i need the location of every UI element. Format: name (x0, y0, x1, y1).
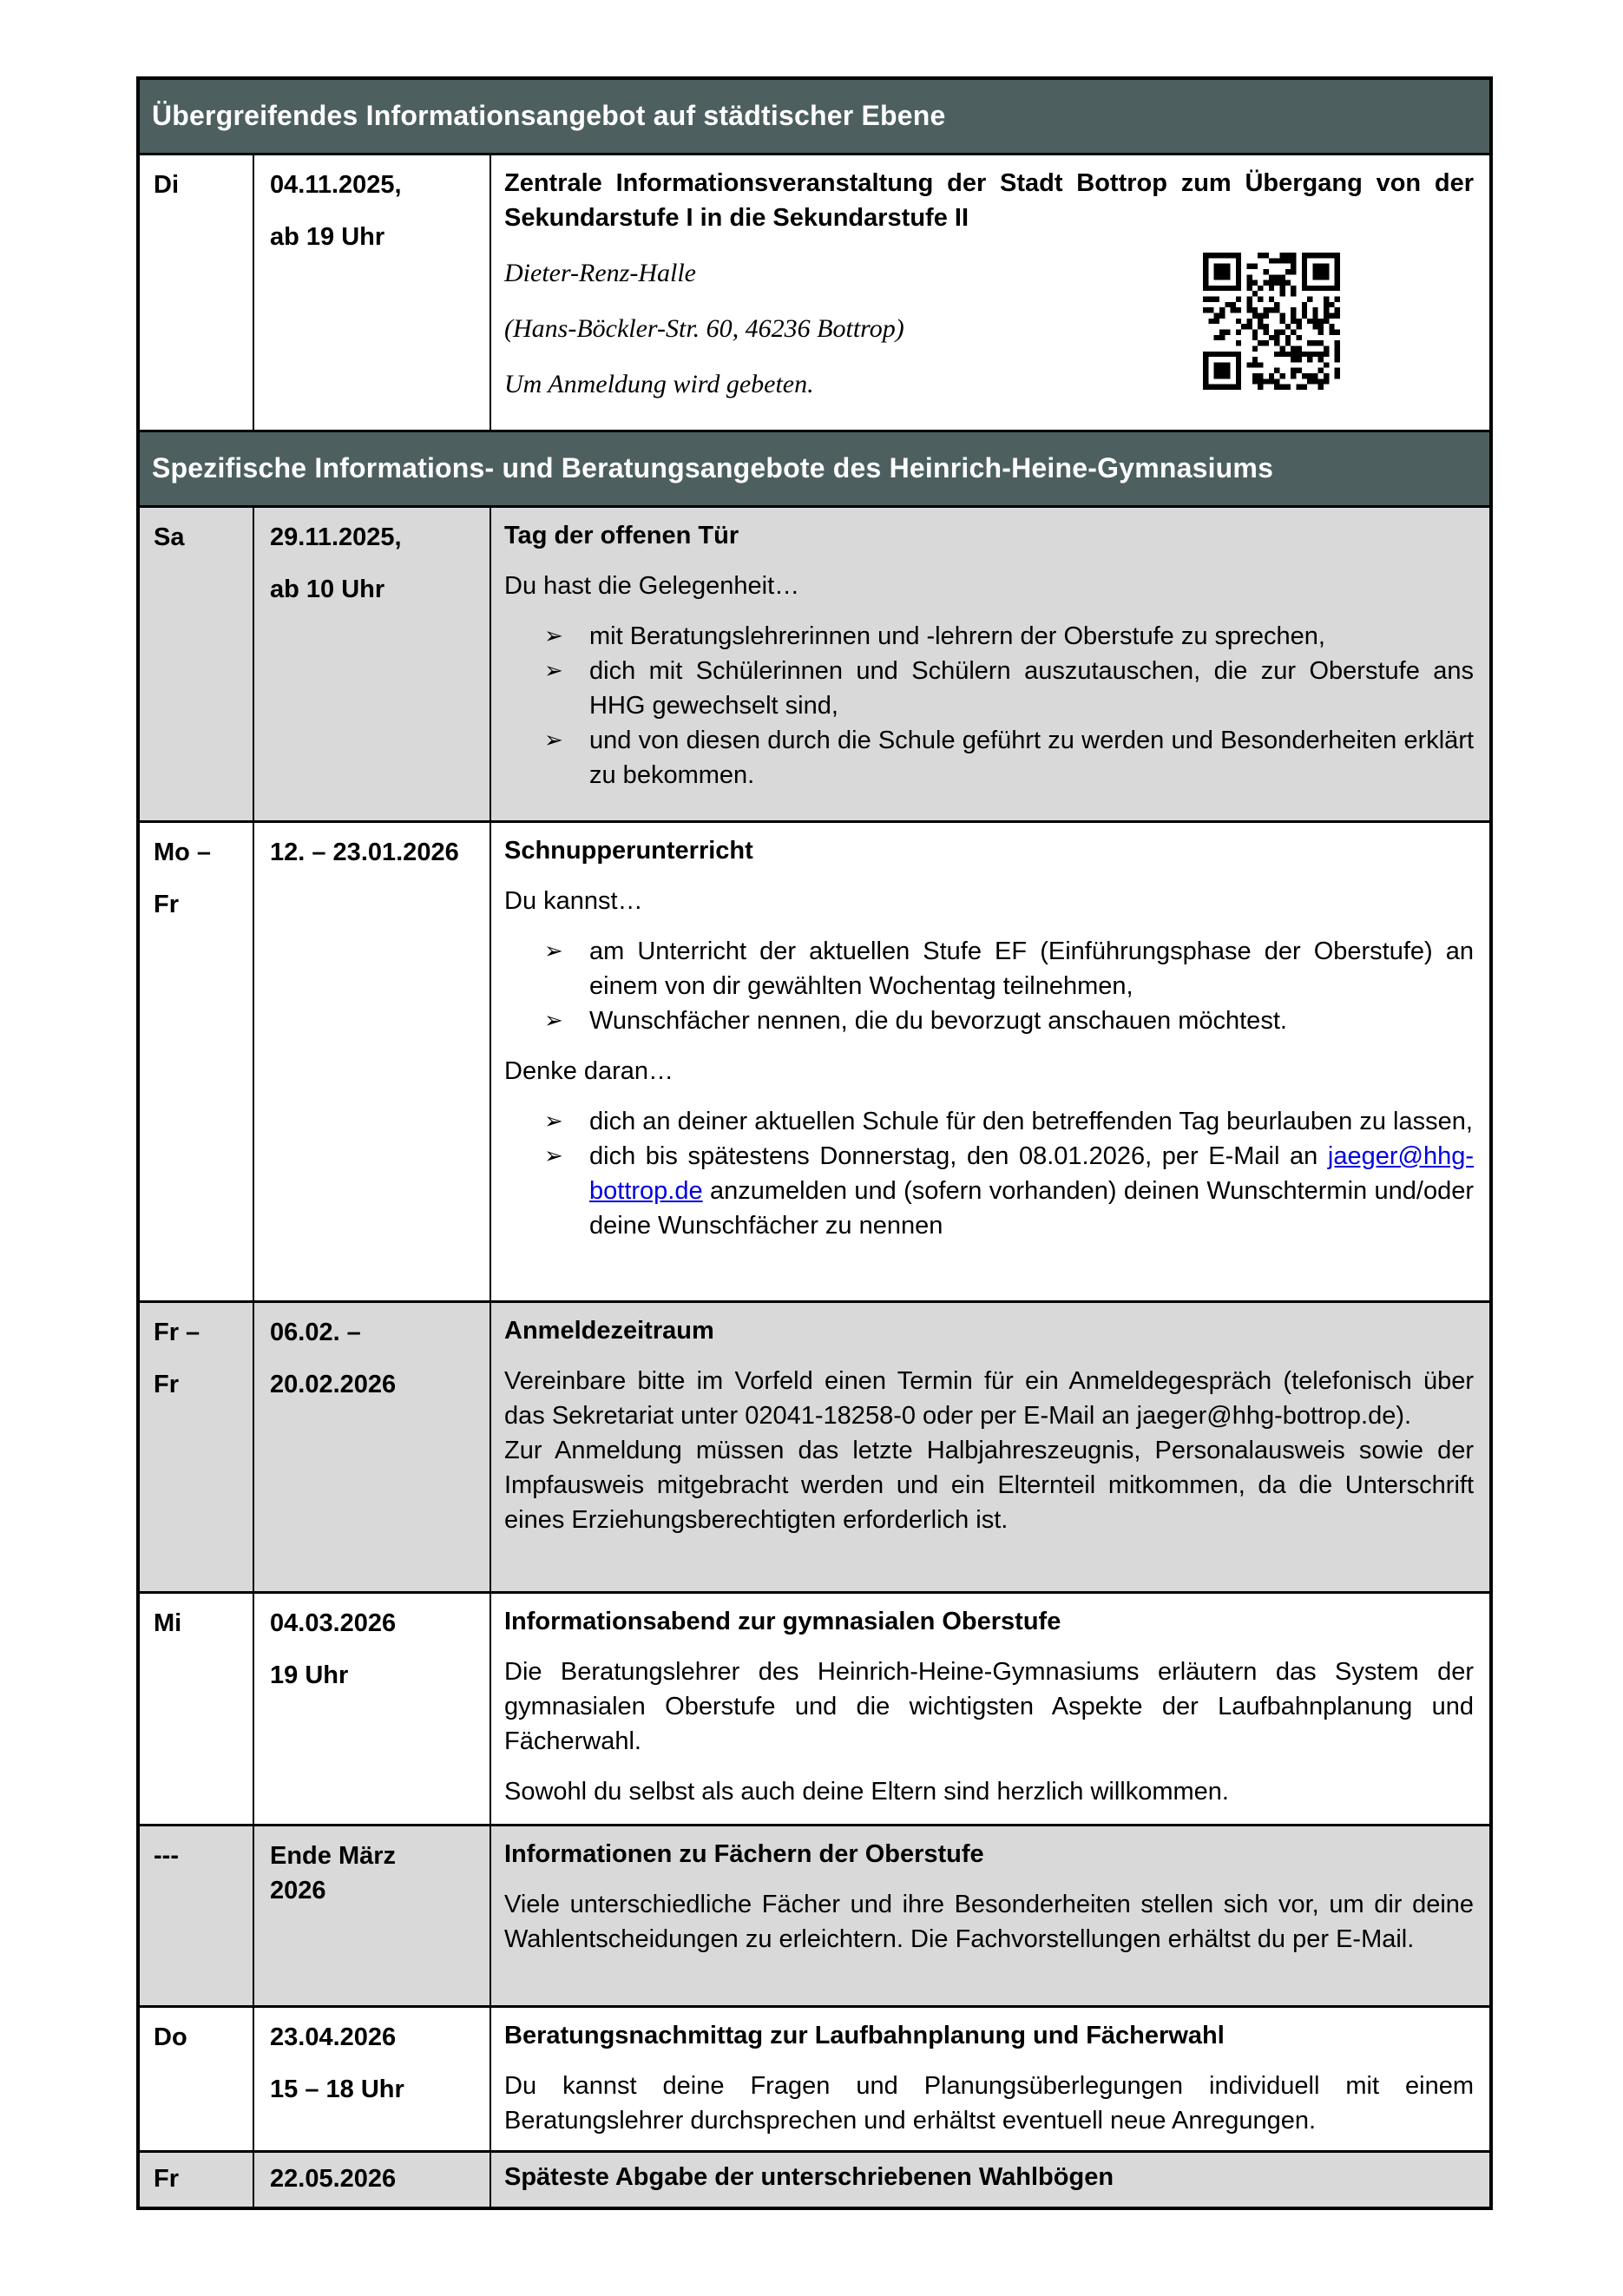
bullet-text: am Unterricht der aktuellen Stufe EF (Einführungsphase der Oberstufe) an einem von dir gewählten Wochentag teilnehmen, (589, 937, 1475, 1000)
day-label: Sa (154, 523, 185, 551)
date-label: 23.04.2026 (270, 2023, 397, 2051)
date-label: 29.11.2025, (270, 523, 402, 551)
event-cell (490, 154, 1491, 431)
day-label: Mi (154, 1609, 182, 1637)
table-row-mofr (138, 821, 1491, 1301)
date-cell (253, 2151, 490, 2208)
schedule-table (136, 76, 1493, 2210)
bullet-item (544, 654, 1474, 723)
table-row-sa (138, 506, 1491, 821)
day-label: Fr (154, 2164, 179, 2193)
date-cell (253, 506, 490, 821)
event-cell (490, 506, 1491, 821)
bullet-item (544, 1104, 1474, 1139)
arrow-bullet-icon: ➢ (544, 1108, 563, 1135)
email-link[interactable]: jaeger@hhg-bottrop.de (589, 1141, 1475, 1205)
bullet-text: Wunschfächer nennen, die du bevorzugt anschauen möchtest. (589, 1006, 1287, 1035)
event-venue: Dieter-Renz-Halle (504, 258, 696, 287)
section-header-school: Spezifische Informations- und Beratungsangebote des Heinrich-Heine-Gymnasiums (138, 431, 1491, 506)
date-cell (253, 1301, 490, 1592)
event-title: Späteste Abgabe der unterschriebenen Wahlbögen (504, 2162, 1114, 2191)
date-label: 20.02.2026 (270, 1370, 397, 1398)
day-label: Mo – (154, 838, 212, 866)
day-cell (138, 506, 253, 821)
table-row-di (138, 154, 1491, 431)
date-label: 22.05.2026 (270, 2164, 397, 2193)
day-label: Di (154, 170, 179, 199)
day-cell (138, 2006, 253, 2151)
event-paragraph: Du kannst deine Fragen und Planungsüberlegungen individuell mit einem Beratungslehrer durchsprechen und erhältst eventuell neue Anregungen. (504, 2071, 1475, 2135)
day-label: Fr – (154, 1318, 200, 1346)
bullet-text: dich mit Schülerinnen und Schülern auszutauschen, die zur Oberstufe ans HHG gewechselt sind, (589, 656, 1475, 720)
day-cell (138, 154, 253, 431)
table-row-do (138, 2006, 1491, 2151)
event-paragraph: Zur Anmeldung müssen das letzte Halbjahreszeugnis, Personalausweis sowie der Impfausweis mitgebracht werden und ein Elternteil mitkommen, da die Unterschrift eines Erziehungsberechtigten erforderlich ist. (504, 1436, 1475, 1534)
table-row-dash (138, 1825, 1491, 2006)
arrow-bullet-icon: ➢ (544, 937, 563, 964)
bullet-list (544, 1104, 1474, 1243)
bullet-list (544, 934, 1474, 1038)
day-cell (138, 1825, 253, 2006)
arrow-bullet-icon: ➢ (544, 657, 563, 684)
day-label: Do (154, 2023, 187, 2051)
table-row-frfr (138, 1301, 1491, 1592)
time-label: 15 – 18 Uhr (270, 2075, 404, 2103)
bullet-item (544, 723, 1474, 793)
section-row-city (138, 78, 1491, 154)
event-intro: Du hast die Gelegenheit… (504, 571, 800, 600)
bullet-text: mit Beratungslehrerinnen und -lehrern der Oberstufe zu sprechen, (589, 622, 1325, 650)
date-cell (253, 821, 490, 1301)
bullet-item (544, 619, 1474, 654)
bullet-text-pre: dich bis spätestens Donnerstag, den 08.01.2026, per E-Mail an (589, 1141, 1328, 1170)
event-note: Um Anmeldung wird gebeten. (504, 369, 814, 398)
bullet-text-post: anzumelden und (sofern vorhanden) deinen Wunschtermin und/oder deine Wunschfächer zu nennen (589, 1176, 1475, 1240)
event-paragraph: Sowohl du selbst als auch deine Eltern sind herzlich willkommen. (504, 1777, 1229, 1806)
arrow-bullet-icon: ➢ (544, 1007, 563, 1034)
event-cell (490, 1825, 1491, 2006)
date-cell (253, 154, 490, 431)
event-paragraph: Viele unterschiedliche Fächer und ihre Besonderheiten stellen sich vor, um dir deine Wahlentscheidungen zu erleichtern. Die Fachvorstellungen erhältst du per E-Mail. (504, 1890, 1475, 1953)
section-header-city: Übergreifendes Informationsangebot auf städtischer Ebene (138, 78, 1491, 154)
date-cell (253, 1592, 490, 1825)
event-cell (490, 1301, 1491, 1592)
event-cell (490, 1592, 1491, 1825)
event-cell (490, 2151, 1491, 2208)
event-title: Informationen zu Fächern der Oberstufe (504, 1839, 984, 1868)
day-label: Fr (154, 890, 179, 918)
section-row-school (138, 431, 1491, 506)
event-address: (Hans-Böckler-Str. 60, 46236 Bottrop) (504, 313, 904, 343)
table-row-mi (138, 1592, 1491, 1825)
event-intro: Du kannst… (504, 886, 643, 915)
day-label: Fr (154, 1370, 179, 1398)
day-label: --- (154, 1841, 179, 1870)
arrow-bullet-icon: ➢ (544, 727, 563, 753)
day-cell (138, 2151, 253, 2208)
table-row-fr (138, 2151, 1491, 2208)
bullet-item (544, 1139, 1474, 1243)
date-label: 06.02. – (270, 1318, 361, 1346)
bullet-list (544, 619, 1474, 793)
event-title: Informationsabend zur gymnasialen Oberstufe (504, 1607, 1061, 1635)
day-cell (138, 821, 253, 1301)
arrow-bullet-icon: ➢ (544, 622, 563, 649)
bullet-text: dich an deiner aktuellen Schule für den betreffenden Tag beurlauben zu lassen, (589, 1107, 1473, 1135)
time-label: ab 10 Uhr (270, 575, 385, 603)
event-reminder: Denke daran… (504, 1056, 674, 1085)
event-cell (490, 821, 1491, 1301)
time-label: ab 19 Uhr (270, 222, 385, 251)
event-title: Zentrale Informationsveranstaltung der Stadt Bottrop zum Übergang von der Sekundarstufe I in die Sekundarstufe II (504, 168, 1475, 232)
date-label: 12. – 23.01.2026 (270, 838, 459, 866)
event-title: Anmeldezeitraum (504, 1316, 714, 1345)
time-label: 19 Uhr (270, 1661, 349, 1689)
date-label: 04.03.2026 (270, 1609, 397, 1637)
date-label: 04.11.2025, (270, 170, 402, 199)
bullet-item (544, 934, 1474, 1003)
bullet-text (589, 1139, 1474, 1243)
event-paragraph: Die Beratungslehrer des Heinrich-Heine-Gymnasiums erläutern das System der gymnasialen Oberstufe und die wichtigsten Aspekte der Laufbahnplanung und Fächerwahl. (504, 1657, 1475, 1755)
event-cell (490, 2006, 1491, 2151)
qr-code (1203, 253, 1340, 390)
bullet-text: und von diesen durch die Schule geführt zu werden und Besonderheiten erklärt zu bekommen. (589, 726, 1475, 789)
date-cell (253, 2006, 490, 2151)
date-cell (253, 1825, 490, 2006)
day-cell (138, 1301, 253, 1592)
bullet-item (544, 1003, 1474, 1038)
arrow-bullet-icon: ➢ (544, 1142, 563, 1169)
day-cell (138, 1592, 253, 1825)
date-label: 2026 (270, 1876, 326, 1905)
event-paragraph: Vereinbare bitte im Vorfeld einen Termin für ein Anmeldegespräch (telefonisch über das Sekretariat unter 02041-18258-0 oder per E-Mail an jaeger@hhg-bottrop.de). (504, 1366, 1475, 1430)
date-label: Ende März (270, 1841, 397, 1870)
event-title: Tag der offenen Tür (504, 521, 739, 549)
event-title: Beratungsnachmittag zur Laufbahnplanung und Fächerwahl (504, 2021, 1225, 2049)
event-title: Schnupperunterricht (504, 836, 753, 865)
